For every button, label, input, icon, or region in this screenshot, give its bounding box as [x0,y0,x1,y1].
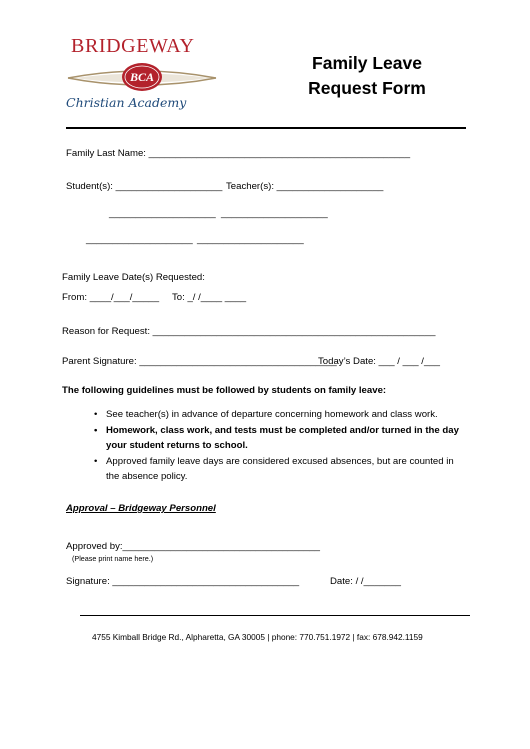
footer-divider [80,615,470,616]
students-field[interactable]: Student(s): ____________________ [66,181,223,192]
guidelines-heading: The following guidelines must be followed by students on family leave: [62,385,387,396]
bullet-icon: • [94,409,98,420]
guideline-text: Approved family leave days are considered excused absences, but are counted in the absence policy. [106,456,454,482]
guidelines-list [94,407,466,485]
reason-field[interactable]: Reason for Request: _____________________________________________________ [62,326,436,337]
leave-dates-label: Family Leave Date(s) Requested: [62,272,205,283]
teacher-line-2[interactable]: ____________________ [221,208,328,219]
school-logo-subtitle: Christian Academy [66,95,187,110]
bca-emblem-icon [64,60,220,96]
approved-by-field[interactable]: Approved by:_____________________________________ [66,541,320,552]
family-last-name-field[interactable]: Family Last Name: _________________________________________________ [66,148,411,159]
school-logo-name: BRIDGEWAY [71,35,195,57]
from-date-field[interactable]: From: ____/___/_____ [62,292,160,303]
approval-date-field[interactable]: Date: / /_______ [330,576,401,587]
parent-signature-field[interactable]: Parent Signature: _____________________________________ [62,356,337,367]
bullet-icon: • [94,456,98,467]
to-date-field[interactable]: To: _/ /____ ____ [172,292,247,303]
todays-date-field[interactable]: Today’s Date: ___ / ___ /___ [318,356,440,367]
approval-signature-field[interactable]: Signature: ___________________________________ [66,576,300,587]
footer-address: 4755 Kimball Bridge Rd., Alpharetta, GA 30005 | phone: 770.751.1972 | fax: 678.942.1159 [92,632,423,642]
guideline-text: Homework, class work, and tests must be completed and/or turned in the day your student returns to school. [106,425,459,451]
guideline-text: See teacher(s) in advance of departure concerning homework and class work. [106,409,438,420]
emblem-text: BCA [129,70,155,84]
print-name-note: (Please print name here.) [72,554,154,563]
header-divider [66,127,466,129]
teacher-line-3[interactable]: ____________________ [197,234,304,245]
guideline-item [94,407,466,422]
guideline-item [94,454,466,484]
guideline-item [94,423,466,453]
bullet-icon: • [94,425,98,436]
form-title: Family Leave Request Form [308,53,426,98]
student-line-2[interactable]: ____________________ [109,208,216,219]
student-line-3[interactable]: ____________________ [86,234,193,245]
approval-heading: Approval – Bridgeway Personnel [66,503,216,514]
teachers-field[interactable]: Teacher(s): ____________________ [226,181,384,192]
